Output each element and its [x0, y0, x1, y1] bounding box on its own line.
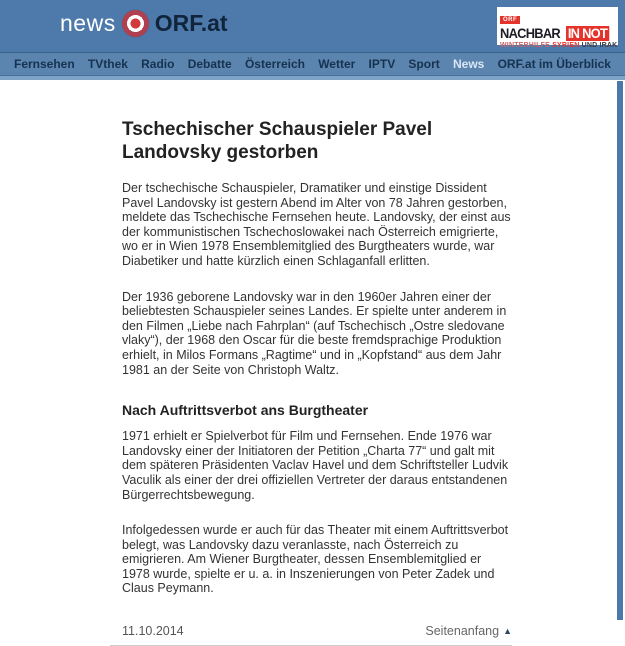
back-to-top-label: Seitenanfang: [425, 624, 500, 639]
article-date: 11.10.2014: [122, 624, 184, 639]
main-navigation: [0, 52, 625, 75]
nav-item-orfat-ueberblick[interactable]: ORF.at im Überblick: [497, 57, 611, 71]
nav-item-debatte[interactable]: Debatte: [187, 57, 232, 71]
logo-news-text: news: [60, 10, 116, 36]
nav-item-wetter[interactable]: Wetter: [318, 57, 356, 71]
news-orf-logo[interactable]: [60, 10, 228, 37]
nav-item-tvthek[interactable]: TVthek: [87, 57, 128, 71]
banner-title-red: IN NOT: [568, 25, 608, 41]
banner-subtitle: [500, 42, 618, 49]
back-to-top-link[interactable]: [425, 624, 512, 638]
article-footer: [122, 624, 512, 638]
nav-bottom-strip: [0, 75, 625, 80]
site-header: [0, 0, 625, 52]
nav-item-sport[interactable]: Sport: [408, 57, 440, 71]
banner-subtitle-prefix: WINTERHILFE: [500, 42, 553, 49]
nachbar-in-not-banner[interactable]: [497, 7, 618, 49]
nav-item-radio[interactable]: Radio: [141, 57, 175, 71]
banner-title: [500, 26, 615, 41]
nav-item-news-current: News: [452, 57, 485, 71]
article-paragraph-2: Der 1936 geborene Landovsky war in den 1960er Jahren einer der beliebtesten Schauspieler seines Landes. Er spielte unter anderem in den Filmen „Liebe nach Fahrplan“ (auf Tschechisch „Ostre sledovane vlaky“), der 1968 den Oscar für die beste fremdsprachige Produktion erhielt, in Milos Formans „Ragtime“ und in „Kopfstand“ aus dem Jahr 1981 an der Seite von Christoph Waltz.: [122, 289, 507, 377]
banner-subtitle-suffix: UND IRAK: [579, 42, 618, 49]
arrow-up-icon: ▲: [503, 626, 512, 637]
nav-item-fernsehen[interactable]: Fernsehen: [14, 57, 75, 71]
article-subheading: Nach Auftrittsverbot ans Burgtheater: [122, 402, 369, 419]
article-paragraph-1: Der tschechische Schauspieler, Dramatiker und einstige Dissident Pavel Landovsky ist gestern Abend im Alter von 78 Jahren gestorben, meldete das Tschechische Fernsehen heute. Landovsky, der einst aus der kommunistischen Tschechoslowakei nach Österreich emigrierte, wo er in Wien 1978 Ensemblemitglied des Burgtheaters wurde, war Diabetiker und hatte kürzlich einen Schlaganfall erlitten.: [122, 181, 511, 268]
nav-item-iptv[interactable]: IPTV: [368, 57, 396, 71]
article-paragraph-3: 1971 erhielt er Spielverbot für Film und Fernsehen. Ende 1976 war Landovsky einer der Initiatoren der Petition „Charta 77“ und galt mit dem späteren Präsidenten Vaclav Havel und dem Schriftsteller Ludvik Vaculik als einer der drei offiziellen Vertreter der daraus entstandenen Bürgerrechtsbewegung.: [122, 429, 509, 502]
article: [122, 118, 512, 638]
orf-bullseye-icon: [122, 10, 149, 37]
article-title: Tschechischer Schauspieler Pavel Landovsky gestorben: [122, 119, 433, 163]
logo-orf-text: ORF.at: [154, 10, 228, 36]
banner-subtitle-highlight: SYRIEN: [552, 42, 580, 49]
banner-orf-badge: ORF: [500, 16, 520, 24]
page-right-edge: [617, 81, 623, 620]
banner-title-black: NACHBAR: [500, 25, 560, 41]
nav-item-oesterreich[interactable]: Österreich: [244, 57, 305, 71]
article-paragraph-4: Infolgedessen wurde er auch für das Theater mit einem Auftrittsverbot belegt, was Landovsky dazu veranlasste, nach Österreich zu emigrieren. Am Wiener Burgtheater, dessen Ensemblemitglied er 1978 wurde, spielte er u. a. in Inszenierungen von Peter Zadek und Claus Peymann.: [122, 523, 509, 596]
